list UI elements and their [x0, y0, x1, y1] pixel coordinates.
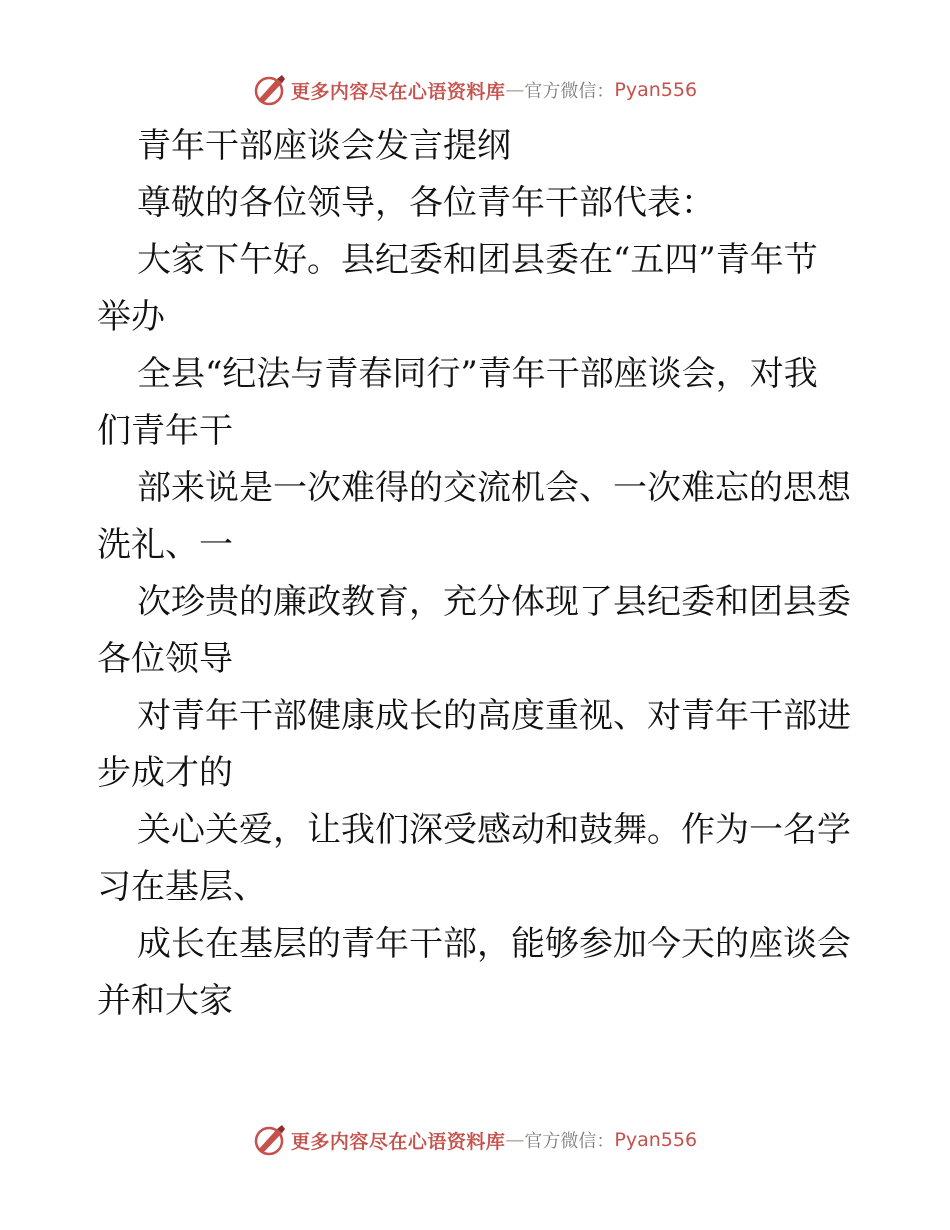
banner-wechat-id: Pyan556 — [614, 1129, 698, 1151]
banner-wechat-label: 官方微信： — [524, 81, 615, 102]
text-line: 次珍贵的廉政教育，充分体现了县纪委和团县委 — [137, 582, 851, 622]
text-line: 成长在基层的青年干部，能够参加今天的座谈会 — [137, 924, 851, 964]
text-line: 对青年干部健康成长的高度重视、对青年干部进 — [137, 696, 851, 736]
footer-banner — [0, 1120, 950, 1160]
text-line: 并和大家 — [97, 981, 233, 1021]
banner-main-text: 更多内容尽在心语资料库 — [290, 1130, 506, 1153]
text-line: 洗礼、一 — [97, 525, 233, 565]
header-banner — [0, 70, 950, 110]
banner-main-text: 更多内容尽在心语资料库 — [290, 80, 506, 103]
text-line: 尊敬的各位领导，各位青年干部代表： — [137, 183, 715, 223]
text-line: 部来说是一次难得的交流机会、一次难忘的思想 — [137, 468, 851, 508]
text-line: 各位领导 — [97, 639, 233, 679]
text-line: 大家下午好。县纪委和团县委在“五四”青年节 — [137, 240, 818, 280]
document-body — [97, 118, 857, 1030]
text-line: 青年干部座谈会发言提纲 — [137, 126, 511, 166]
pen-logo-icon — [253, 73, 287, 107]
text-line: 关心关爱，让我们深受感动和鼓舞。作为一名学 — [137, 810, 851, 850]
text-line: 全县“纪法与青春同行”青年干部座谈会，对我 — [137, 354, 818, 394]
banner-separator: — — [505, 79, 525, 101]
text-line: 习在基层、 — [97, 867, 267, 907]
text-line: 举办 — [97, 297, 165, 337]
banner-wechat-label: 官方微信： — [524, 1131, 615, 1152]
text-line: 步成才的 — [97, 753, 233, 793]
text-line: 们青年干 — [97, 411, 233, 451]
banner-separator: — — [505, 1129, 525, 1151]
banner-wechat-id: Pyan556 — [614, 79, 698, 101]
pen-logo-icon — [253, 1123, 287, 1157]
